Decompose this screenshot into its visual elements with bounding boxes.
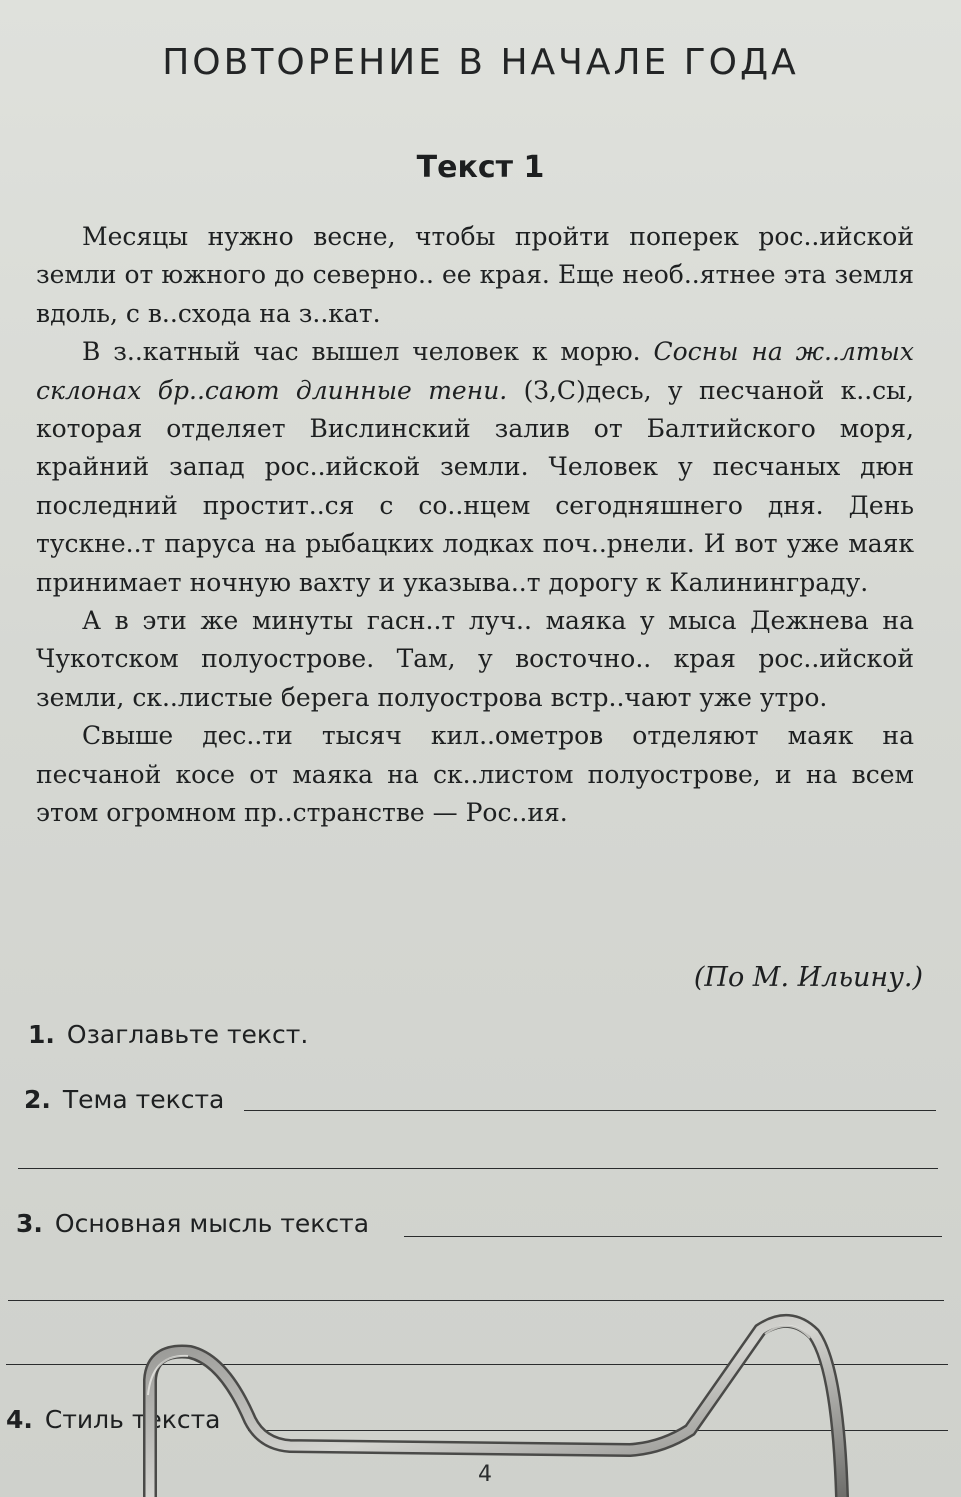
section-heading: ПОВТОРЕНИЕ В НАЧАЛЕ ГОДА: [162, 42, 799, 83]
task-3-number: 3.: [16, 1209, 43, 1238]
task-1-number: 1.: [28, 1020, 55, 1049]
paragraph-1: Месяцы нужно весне, чтобы пройти поперек рос..ийской земли от южного до северно.. ее края. Еще необ..ятнее эта земля вдоль, с в..схода на з..кат.: [36, 222, 914, 328]
text-title: Текст 1: [416, 150, 545, 185]
author-attribution: (По М. Ильину.): [693, 962, 923, 993]
paragraph-3: А в эти же минуты гасн..т луч.. маяка у мыса Дежнева на Чукотском полуострове. Там, у восточно.. края рос..ийской земли, ск..листые берега полуострова встр..чают уже утро.: [36, 606, 914, 712]
task-1-text: Озаглавьте текст.: [66, 1020, 309, 1049]
task-3-text: Основная мысль текста: [54, 1209, 370, 1238]
paragraph-4: Свыше дес..ти тысяч кил..ометров отделяют маяк на песчаной косе от маяка на ск..листом полуострове, и на всем этом огромном пр..странстве — Рос..ия.: [36, 721, 914, 828]
paragraph-2-start: В з..катный час вышел человек к морю.: [82, 337, 654, 367]
task-2-text: Тема текста: [62, 1085, 225, 1114]
paragraph-2-end: (З,С)десь, у песчаной к..сы, которая отделяет Вислинский залив от Балтийского моря, крайний запад рос..ийской земли. Человек у песчаных дюн последний простит..ся с со..нцем сегодняшнего дня. День тускне..т паруса на рыбацких лодках поч..рнели. И вот уже маяк принимает ночную вахту и указыва..т дорогу к Калининграду.: [36, 375, 914, 597]
page-number: 4: [478, 1462, 492, 1487]
task-4-number: 4.: [6, 1405, 33, 1434]
task-4-text: Стиль текста: [44, 1405, 221, 1434]
task-2-number: 2.: [24, 1085, 51, 1114]
paragraph-2-italic: Сосны на ж..лтых склонах бр..сают длинные тени.: [36, 337, 914, 405]
